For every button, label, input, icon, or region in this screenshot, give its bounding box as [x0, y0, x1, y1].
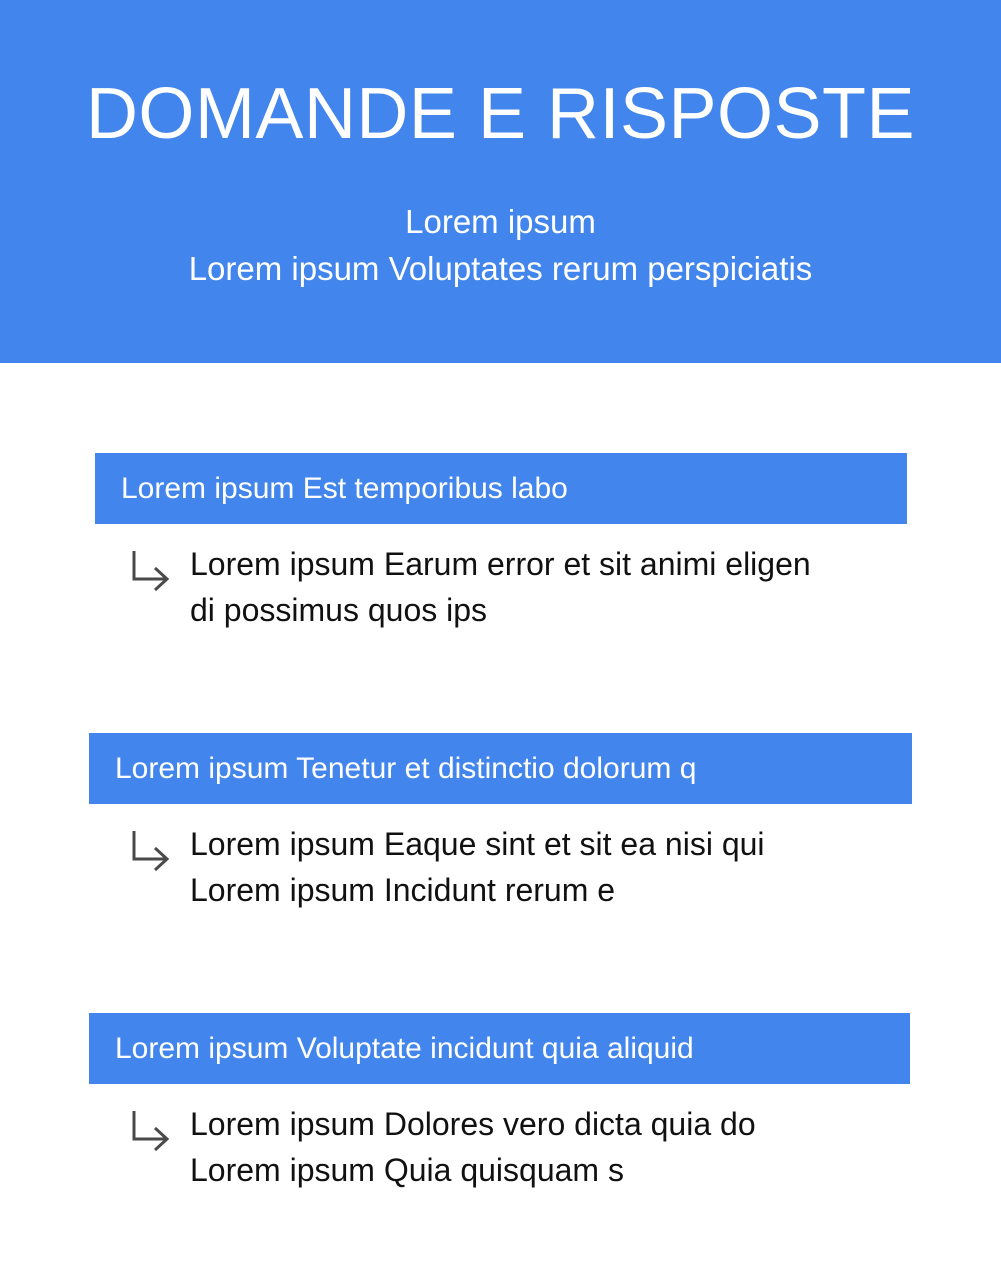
question-bar[interactable]	[89, 1013, 910, 1084]
header-subtitle	[0, 198, 1001, 292]
down-then-right-arrow-icon	[130, 829, 172, 873]
answer-text	[190, 821, 765, 913]
question-bar[interactable]	[95, 453, 907, 524]
question-label: Lorem ipsum Tenetur et distinctio dolorum q	[115, 751, 697, 785]
question-bar[interactable]	[89, 733, 912, 804]
header-subtitle-line-2: Lorem ipsum Voluptates rerum perspiciatis	[188, 250, 813, 287]
question-label: Lorem ipsum Est temporibus labo	[121, 471, 568, 505]
answer-line: Lorem ipsum Earum error et sit animi eligen	[190, 546, 811, 582]
answer-line: Lorem ipsum Dolores vero dicta quia do	[190, 1106, 756, 1142]
answer-line: Lorem ipsum Quia quisquam s	[190, 1152, 624, 1188]
answer-line: di possimus quos ips	[190, 592, 488, 628]
answer-text	[190, 1101, 756, 1193]
page-title: DOMANDE E RISPOSTE	[85, 74, 916, 154]
answer-row	[130, 821, 765, 913]
header-subtitle-line-1: Lorem ipsum	[405, 203, 596, 240]
header-banner	[0, 0, 1001, 363]
down-then-right-arrow-icon	[130, 1109, 172, 1153]
question-label: Lorem ipsum Voluptate incidunt quia aliquid	[115, 1031, 694, 1065]
answer-text	[190, 541, 811, 633]
answer-line: Lorem ipsum Incidunt rerum e	[190, 872, 616, 908]
answer-row	[130, 541, 811, 633]
down-then-right-arrow-icon	[130, 549, 172, 593]
answer-row	[130, 1101, 756, 1193]
answer-line: Lorem ipsum Eaque sint et sit ea nisi qui	[190, 826, 765, 862]
